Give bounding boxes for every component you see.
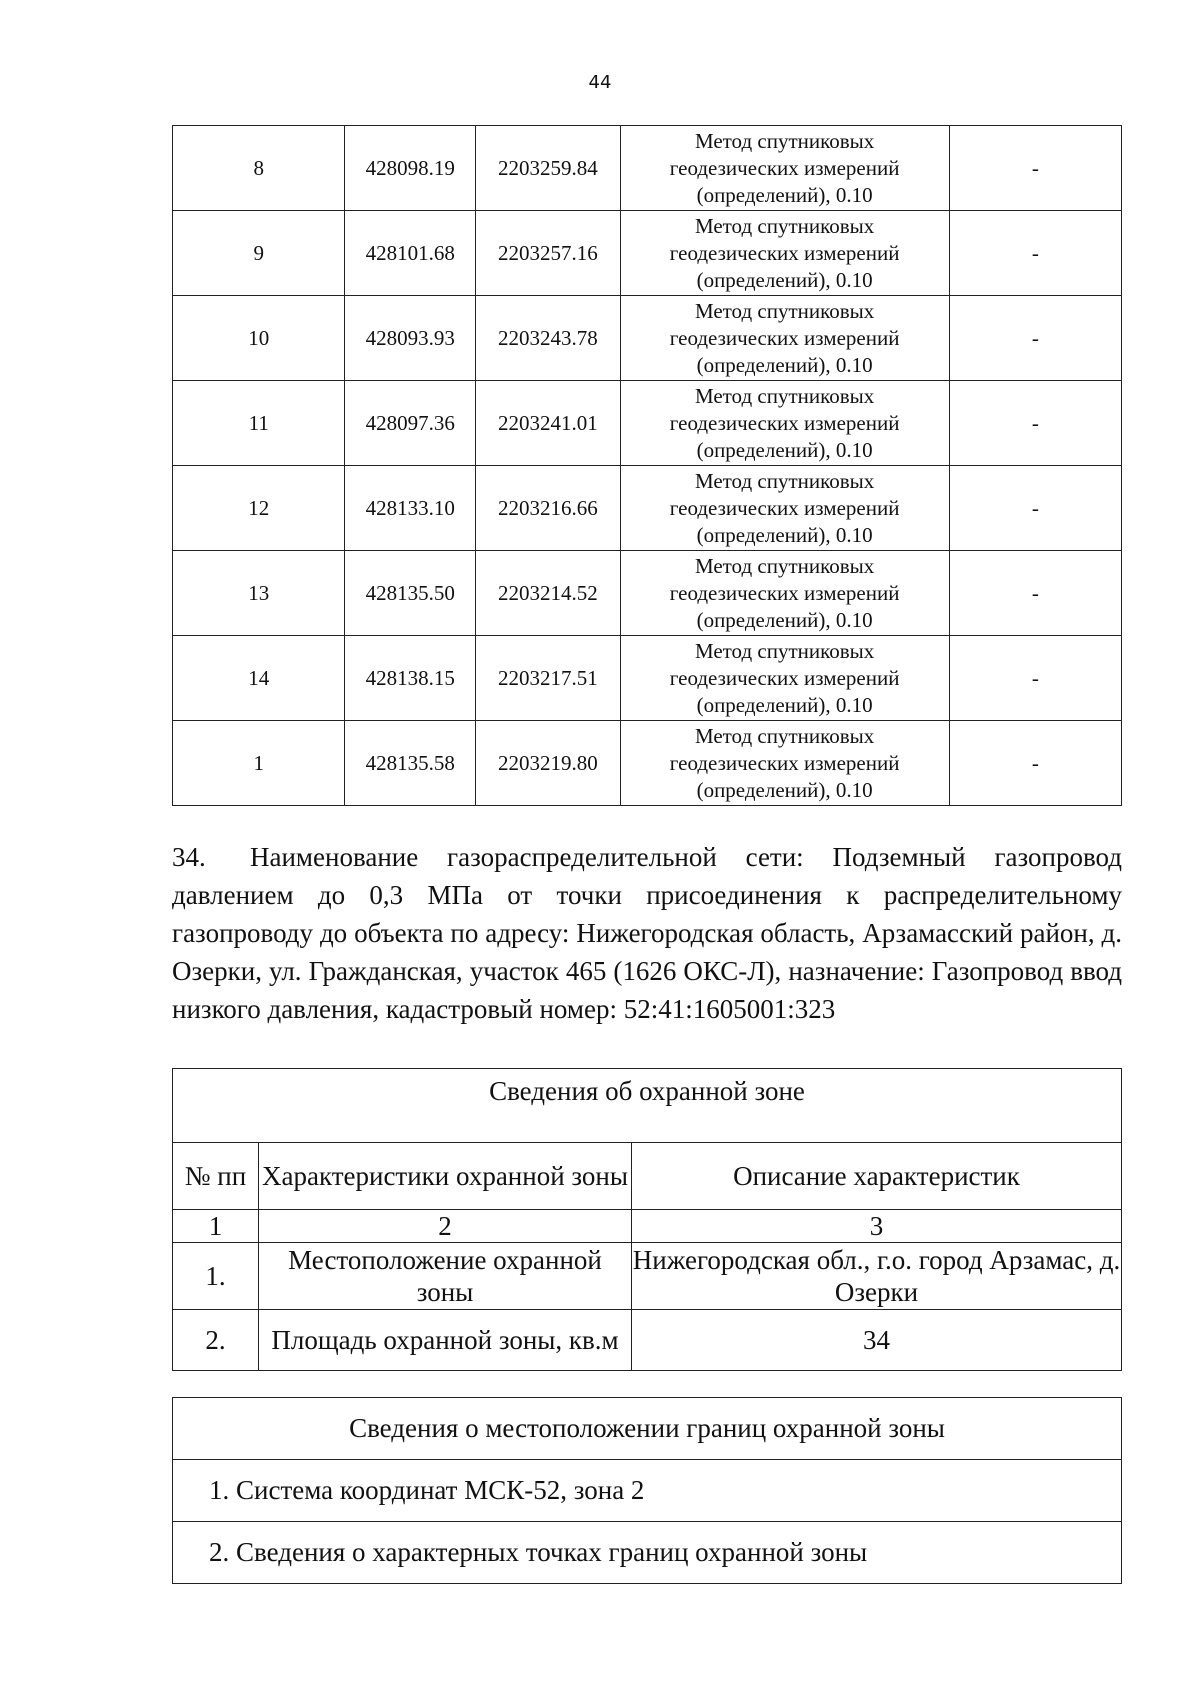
point-number: 8 bbox=[173, 126, 345, 211]
table-row bbox=[173, 296, 1122, 381]
table-row bbox=[173, 466, 1122, 551]
row-description: 34 bbox=[632, 1310, 1122, 1371]
method-line: (определений), 0.10 bbox=[696, 182, 873, 207]
point-number: 14 bbox=[173, 636, 345, 721]
section-paragraph bbox=[172, 838, 1122, 1028]
method-line: (определений), 0.10 bbox=[696, 607, 873, 632]
coordinate-x: 428135.50 bbox=[345, 551, 476, 636]
header-characteristic: Характеристики охранной зоны bbox=[259, 1143, 632, 1210]
coordinate-x: 428097.36 bbox=[345, 381, 476, 466]
method-line: Метод спутниковых bbox=[694, 383, 875, 408]
table-row bbox=[173, 636, 1122, 721]
boundaries-title: Сведения о местоположении границ охранной зоны bbox=[173, 1398, 1122, 1460]
extra-cell: - bbox=[949, 126, 1121, 211]
row-characteristic: Местоположение охранной зоны bbox=[259, 1243, 632, 1310]
coordinate-y: 2203216.66 bbox=[476, 466, 621, 551]
method-line: геодезических измерений bbox=[669, 410, 900, 435]
coordinate-y: 2203257.16 bbox=[476, 211, 621, 296]
extra-cell: - bbox=[949, 381, 1121, 466]
method-line: геодезических измерений bbox=[669, 155, 900, 180]
boundaries-item: 2. Сведения о характерных точках границ охранной зоны bbox=[173, 1522, 1122, 1584]
column-number: 2 bbox=[259, 1210, 632, 1243]
method-line: (определений), 0.10 bbox=[696, 352, 873, 377]
section-text: Наименование газораспределительной сети: Подземный газопровод давлением до 0,3 МПа от точки присоединения к распределительному газопроводу до объекта по адресу: Нижегородская область, Арзамасский район, д. Озерки, ул. Гражданская, участок 465 (1626 ОКС-Л), назначение: Газопровод ввод низкого давления, кадастровый номер: 52:41:1605001:323 bbox=[172, 842, 1122, 1024]
point-number: 10 bbox=[173, 296, 345, 381]
boundaries-table bbox=[172, 1397, 1122, 1584]
method-line: (определений), 0.10 bbox=[696, 692, 873, 717]
method-cell bbox=[620, 211, 949, 296]
method-line: Метод спутниковых bbox=[694, 723, 875, 748]
coordinate-x: 428138.15 bbox=[345, 636, 476, 721]
extra-cell: - bbox=[949, 211, 1121, 296]
method-line: (определений), 0.10 bbox=[696, 267, 873, 292]
extra-cell: - bbox=[949, 296, 1121, 381]
column-number: 3 bbox=[632, 1210, 1122, 1243]
coordinate-y: 2203219.80 bbox=[476, 721, 621, 806]
method-cell bbox=[620, 551, 949, 636]
method-cell bbox=[620, 466, 949, 551]
coordinate-y: 2203214.52 bbox=[476, 551, 621, 636]
extra-cell: - bbox=[949, 551, 1121, 636]
coordinate-x: 428093.93 bbox=[345, 296, 476, 381]
method-line: Метод спутниковых bbox=[694, 298, 875, 323]
table-row bbox=[173, 1243, 1122, 1310]
extra-cell: - bbox=[949, 636, 1121, 721]
method-line: (определений), 0.10 bbox=[696, 437, 873, 462]
header-number: № пп bbox=[173, 1143, 259, 1210]
point-number: 1 bbox=[173, 721, 345, 806]
coordinate-y: 2203217.51 bbox=[476, 636, 621, 721]
coordinate-x: 428101.68 bbox=[345, 211, 476, 296]
method-line: (определений), 0.10 bbox=[696, 522, 873, 547]
section-number: 34. bbox=[172, 842, 206, 872]
method-cell bbox=[620, 296, 949, 381]
coordinate-x: 428133.10 bbox=[345, 466, 476, 551]
column-number: 1 bbox=[173, 1210, 259, 1243]
extra-cell: - bbox=[949, 721, 1121, 806]
table-row bbox=[173, 1310, 1122, 1371]
page-number: 44 bbox=[588, 72, 612, 93]
table-row bbox=[173, 126, 1122, 211]
method-line: Метод спутниковых bbox=[694, 553, 875, 578]
boundaries-item: 1. Система координат МСК-52, зона 2 bbox=[173, 1460, 1122, 1522]
zone-table-title: Сведения об охранной зоне bbox=[173, 1069, 1122, 1143]
method-line: геодезических измерений bbox=[669, 750, 900, 775]
row-number: 2. bbox=[173, 1310, 259, 1371]
method-line: Метод спутниковых bbox=[694, 213, 875, 238]
method-line: геодезических измерений bbox=[669, 240, 900, 265]
method-line: геодезических измерений bbox=[669, 495, 900, 520]
table-row bbox=[173, 551, 1122, 636]
point-number: 12 bbox=[173, 466, 345, 551]
method-line: (определений), 0.10 bbox=[696, 777, 873, 802]
row-number: 1. bbox=[173, 1243, 259, 1310]
coordinate-y: 2203241.01 bbox=[476, 381, 621, 466]
method-line: геодезических измерений bbox=[669, 580, 900, 605]
table-row bbox=[173, 381, 1122, 466]
point-number: 11 bbox=[173, 381, 345, 466]
method-line: Метод спутниковых bbox=[694, 468, 875, 493]
protection-zone-table bbox=[172, 1068, 1122, 1371]
extra-cell: - bbox=[949, 466, 1121, 551]
method-cell bbox=[620, 636, 949, 721]
method-cell bbox=[620, 381, 949, 466]
row-description: Нижегородская обл., г.о. город Арзамас, д. Озерки bbox=[632, 1243, 1122, 1310]
point-number: 9 bbox=[173, 211, 345, 296]
table-row bbox=[173, 211, 1122, 296]
method-cell bbox=[620, 126, 949, 211]
table-row bbox=[173, 721, 1122, 806]
header-description: Описание характеристик bbox=[632, 1143, 1122, 1210]
coordinate-x: 428135.58 bbox=[345, 721, 476, 806]
method-line: Метод спутниковых bbox=[694, 638, 875, 663]
method-line: геодезических измерений bbox=[669, 325, 900, 350]
coordinate-y: 2203243.78 bbox=[476, 296, 621, 381]
coordinate-y: 2203259.84 bbox=[476, 126, 621, 211]
coordinates-table bbox=[172, 125, 1122, 806]
coordinate-x: 428098.19 bbox=[345, 126, 476, 211]
method-line: геодезических измерений bbox=[669, 665, 900, 690]
point-number: 13 bbox=[173, 551, 345, 636]
method-line: Метод спутниковых bbox=[694, 128, 875, 153]
method-cell bbox=[620, 721, 949, 806]
row-characteristic: Площадь охранной зоны, кв.м bbox=[259, 1310, 632, 1371]
